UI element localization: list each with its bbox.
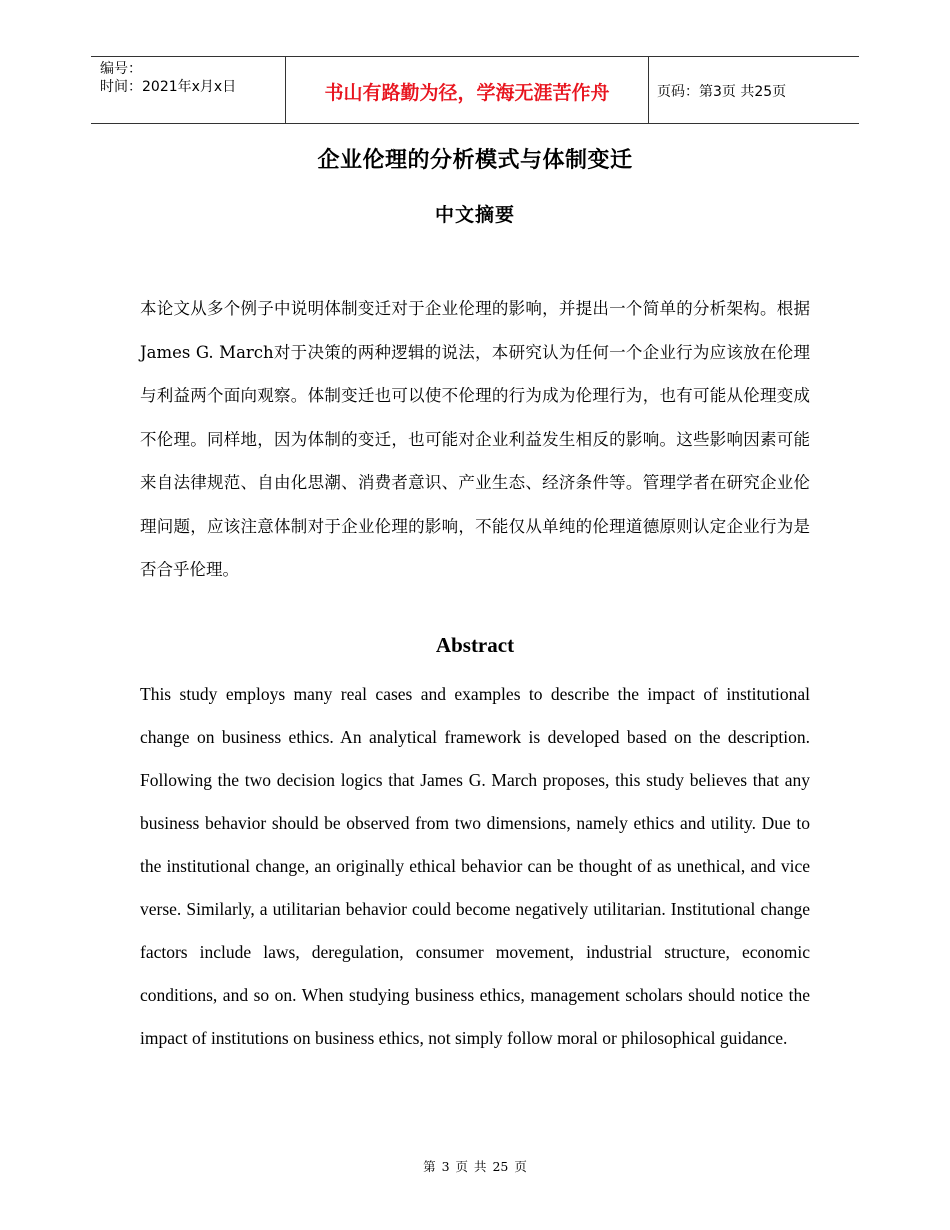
header-page-info: 页码：第3页 共25页: [657, 84, 787, 100]
document-time-label: 时间：2021年x月x日: [100, 79, 237, 95]
page-footer: 第 3 页 共 25 页: [423, 1159, 527, 1174]
document-number-label: 编号：: [100, 61, 142, 77]
page-header: [91, 56, 859, 124]
document-title: 企业伦理的分析模式与体制变迁: [317, 148, 633, 173]
english-abstract-heading: Abstract: [435, 633, 515, 657]
header-meta: [91, 57, 286, 123]
header-motto: 书山有路勤为径，学海无涯苦作舟: [286, 57, 649, 123]
chinese-abstract-paragraph: 本论文从多个例子中说明体制变迁对于企业伦理的影响，并提出一个简单的分析架构。根据James G. March对于决策的两种逻辑的说法，本研究认为任何一个企业行为应该放在伦理与利益两个面向观察。体制变迁也可以使不伦理的行为成为伦理行为，也有可能从伦理变成不伦理。同样地，因为体制的变迁，也可能对企业利益发生相反的影响。这些影响因素可能来自法律规范、自由化思潮、消费者意识、产业生态、经济条件等。管理学者在研究企业伦理问题，应该注意体制对于企业伦理的影响，不能仅从单纯的伦理道德原则认定企业行为是否合乎伦理。: [140, 299, 810, 579]
english-abstract-paragraph: This study employs many real cases and examples to describe the impact of institutional change on business ethics. An analytical framework is developed based on the description. Following the two decision logics that James G. March proposes, this study believes that any business behavior should be observed from two dimensions, namely ethics and utility. Due to the institutional change, an originally ethical behavior can be thought of as unethical, and vice verse. Similarly, a utilitarian behavior could become negatively utilitarian. Institutional change factors include laws, deregulation, consumer movement, industrial structure, economic conditions, and so on. When studying business ethics, management scholars should notice the impact of institutions on business ethics, not simply follow moral or philosophical guidance.: [140, 684, 810, 1048]
chinese-abstract-heading: 中文摘要: [434, 204, 515, 226]
